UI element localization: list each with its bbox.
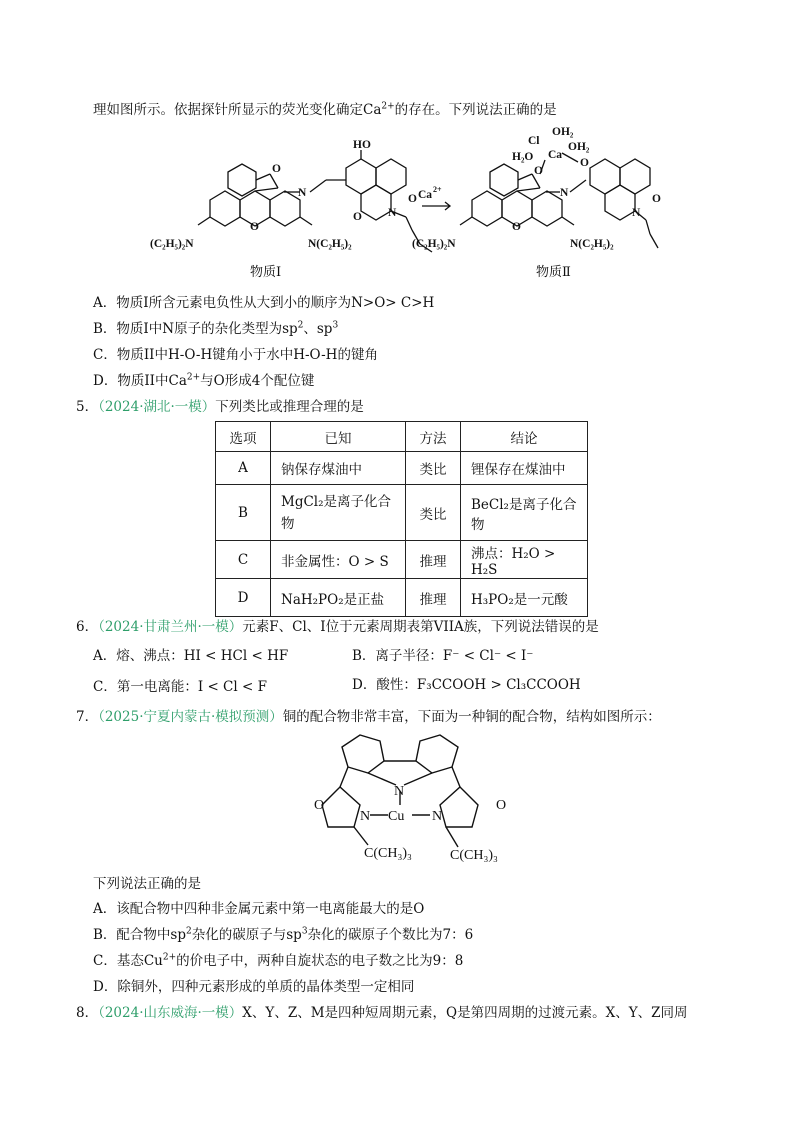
q8-stem: X、Y、Z、M是四种短周期元素，Q是第四周期的过渡元素。X、Y、Z同周 bbox=[242, 1005, 688, 1021]
q4-option-b bbox=[93, 317, 338, 337]
n-label-2: N bbox=[560, 187, 569, 199]
table-row bbox=[216, 579, 588, 617]
q7-stem-line bbox=[76, 705, 661, 725]
table-cell-option: C bbox=[216, 541, 271, 579]
q4-option-a: A．物质Ⅰ所含元素电负性从大到小的顺序为N>O> C>H bbox=[93, 295, 435, 311]
q4-option-d-text-2: 与O形成4个配位键 bbox=[200, 373, 315, 389]
table-cell-known: NaH₂PO₂是正盐 bbox=[271, 579, 406, 617]
q7-option-b-sup-1: 2 bbox=[186, 926, 192, 937]
q4-option-d bbox=[93, 369, 314, 389]
q6-option-a: A．熔、沸点：HI < HCl < HF bbox=[93, 648, 289, 664]
cu-complex-n-right: N bbox=[432, 809, 443, 824]
q6-option-c: C．第一电离能：I < Cl < F bbox=[93, 679, 267, 695]
q7-number: 7． bbox=[76, 709, 99, 725]
q5-table bbox=[215, 421, 588, 617]
q4-reaction-figure bbox=[150, 120, 670, 282]
arrow-ca-charge: 2+ bbox=[433, 185, 442, 194]
q6-source: （2024·甘肃兰州·一模） bbox=[98, 619, 243, 635]
amine-left-label: (C₂H₅)₂N bbox=[150, 238, 194, 250]
table-cell-conclusion: BeCl₂是离子化合物 bbox=[461, 485, 588, 541]
table-header-row bbox=[216, 422, 588, 452]
q6-option-b: B．离子半径：F⁻ < Cl⁻ < I⁻ bbox=[352, 648, 534, 664]
substance-2-label: 物质Ⅱ bbox=[536, 264, 571, 279]
naphthyl-ring-1 bbox=[346, 159, 376, 194]
table-row bbox=[216, 541, 588, 579]
q8-number: 8． bbox=[76, 1005, 99, 1021]
q6-stem: 元素F、Cl、I位于元素周期表第VIIA族，下列说法错误的是 bbox=[242, 619, 599, 635]
q7-stem: 铜的配合物非常丰富，下面为一种铜的配合物，结构如图所示： bbox=[282, 709, 661, 725]
q4-intro-text-a: 理如图所示。依据探针所显示的荧光变化确定 bbox=[93, 102, 363, 118]
table-header-method: 方法 bbox=[406, 422, 461, 452]
table-header-option: 选项 bbox=[216, 422, 271, 452]
q4-intro bbox=[93, 98, 557, 118]
cu-complex-o-left: O bbox=[314, 798, 325, 813]
tbu-label-right: C(CH₃)₃ bbox=[450, 848, 498, 863]
o-label-xanthene-2: O bbox=[512, 221, 521, 233]
q4-option-b-text: B．物质Ⅰ中N原子的杂化类型为sp bbox=[93, 321, 298, 337]
oh2-label-2: OH₂ bbox=[568, 141, 590, 153]
xanthene-ring-left bbox=[210, 191, 240, 226]
o-label-ca-bound-2: O bbox=[534, 165, 543, 177]
cu-complex-n-left: N bbox=[360, 809, 371, 824]
table-cell-known: 钠保存煤油中 bbox=[271, 452, 406, 485]
table-cell-conclusion: 锂保存在煤油中 bbox=[461, 452, 588, 485]
ca-center-label: Ca bbox=[548, 149, 563, 161]
table-header-conclusion: 结论 bbox=[461, 422, 588, 452]
cu-complex-o-right: O bbox=[496, 798, 507, 813]
q7-option-c-text: C．基态Cu bbox=[93, 953, 163, 969]
q4-option-b-sup-1: 2 bbox=[297, 320, 304, 331]
table-row bbox=[216, 452, 588, 485]
o-label-1: O bbox=[272, 163, 281, 175]
q7-option-a: A．该配合物中四种非金属元素中第一电离能最大的是O bbox=[93, 901, 425, 917]
table-cell-method: 类比 bbox=[406, 485, 461, 541]
table-cell-option: D bbox=[216, 579, 271, 617]
q7-option-c-text-2: 的价电子中，两种自旋状态的电子数之比为9：8 bbox=[176, 953, 464, 969]
table-cell-known: MgCl₂是离子化合物 bbox=[271, 485, 406, 541]
table-row bbox=[216, 485, 588, 541]
q7-option-b-text-3: 杂化的碳原子个数比为7：6 bbox=[307, 927, 474, 943]
q4-option-d-sup: 2+ bbox=[186, 372, 201, 383]
table-cell-conclusion: H₃PO₂是一元酸 bbox=[461, 579, 588, 617]
xanthene-ring-right bbox=[270, 191, 300, 226]
q7-option-b-sup-2: 3 bbox=[301, 926, 308, 937]
q7-copper-complex-figure bbox=[300, 725, 520, 865]
table-cell-option: B bbox=[216, 485, 271, 541]
q7-option-d: D．除铜外，四种元素形成的单质的晶体类型一定相同 bbox=[93, 979, 415, 995]
q8-source: （2024·山东威海·一模） bbox=[98, 1005, 243, 1021]
ho-label: HO bbox=[353, 139, 371, 151]
table-header-known: 已知 bbox=[271, 422, 406, 452]
cu-atom-label: Cu bbox=[388, 809, 405, 824]
q6-stem-line bbox=[76, 615, 599, 635]
o-label-imide-3: O bbox=[652, 193, 661, 205]
q4-option-b-sup-2: 3 bbox=[332, 320, 339, 331]
q5-number: 5． bbox=[76, 399, 99, 415]
table-cell-known: 非金属性：O > S bbox=[271, 541, 406, 579]
n-label-imide: N bbox=[388, 207, 397, 219]
q4-option-d-text: D．物质II中Ca bbox=[93, 373, 187, 389]
q4-option-c: C．物质II中H-O-H键角小于水中H-O-H的键角 bbox=[93, 347, 378, 363]
o-label-imide: O bbox=[353, 211, 362, 223]
q4-intro-ca: Ca bbox=[363, 102, 382, 118]
amine-left-label-2: (C₂H₅)₂N bbox=[412, 238, 456, 250]
q7-option-b-text: B．配合物中sp bbox=[93, 927, 186, 943]
oxazoline-ring-right bbox=[440, 787, 478, 827]
q7-option-c-sup: 2+ bbox=[162, 952, 177, 963]
q4-intro-ca-charge: 2+ bbox=[381, 101, 395, 112]
q5-stem: 下列类比或推理合理的是 bbox=[215, 399, 364, 415]
table-cell-conclusion: 沸点：H₂O > H₂S bbox=[461, 541, 588, 579]
q7-stem-2: 下列说法正确的是 bbox=[93, 876, 201, 892]
o-label-xanthene: O bbox=[250, 221, 259, 233]
h2o-label: H₂O bbox=[512, 151, 534, 163]
cl-label: Cl bbox=[528, 135, 540, 147]
q7-option-c bbox=[93, 949, 463, 969]
o-label-imide-2: O bbox=[408, 193, 417, 205]
q7-source: （2025·宁夏内蒙古·模拟预测） bbox=[98, 709, 283, 725]
q7-option-b-text-2: 杂化的碳原子与sp bbox=[191, 927, 302, 943]
q8-stem-line bbox=[76, 1001, 688, 1021]
oxazoline-ring-left bbox=[322, 787, 360, 827]
table-cell-method: 类比 bbox=[406, 452, 461, 485]
benzene-ring-top bbox=[228, 164, 256, 196]
table-cell-method: 推理 bbox=[406, 579, 461, 617]
q4-intro-text-b: 的存在。下列说法正确的是 bbox=[394, 102, 557, 118]
q6-option-d: D．酸性：F₃CCOOH > Cl₃CCOOH bbox=[352, 677, 581, 693]
imide-ring bbox=[361, 185, 391, 220]
q7-option-b bbox=[93, 923, 473, 943]
q5-stem-line bbox=[76, 395, 364, 415]
q4-option-b-text-2: 、sp bbox=[303, 321, 333, 337]
n-label-1: N bbox=[298, 187, 307, 199]
substance-1-label: 物质Ⅰ bbox=[250, 264, 282, 279]
oh2-label-1: OH₂ bbox=[552, 126, 574, 138]
naphthyl-ring-2 bbox=[376, 159, 406, 194]
table-cell-method: 推理 bbox=[406, 541, 461, 579]
cu-complex-n-center: N bbox=[394, 784, 405, 799]
amine-right-label-2: N(C₂H₅)₂ bbox=[570, 238, 614, 250]
amine-right-label: N(C₂H₅)₂ bbox=[308, 238, 352, 250]
arrow-ca-label: Ca bbox=[418, 189, 433, 201]
n-label-imide-2: N bbox=[632, 207, 641, 219]
q5-source: （2024·湖北·一模） bbox=[98, 399, 216, 415]
table-cell-option: A bbox=[216, 452, 271, 485]
tbu-label-left: C(CH₃)₃ bbox=[364, 846, 412, 861]
q6-number: 6． bbox=[76, 619, 99, 635]
o-label-ca-bound: O bbox=[580, 157, 589, 169]
